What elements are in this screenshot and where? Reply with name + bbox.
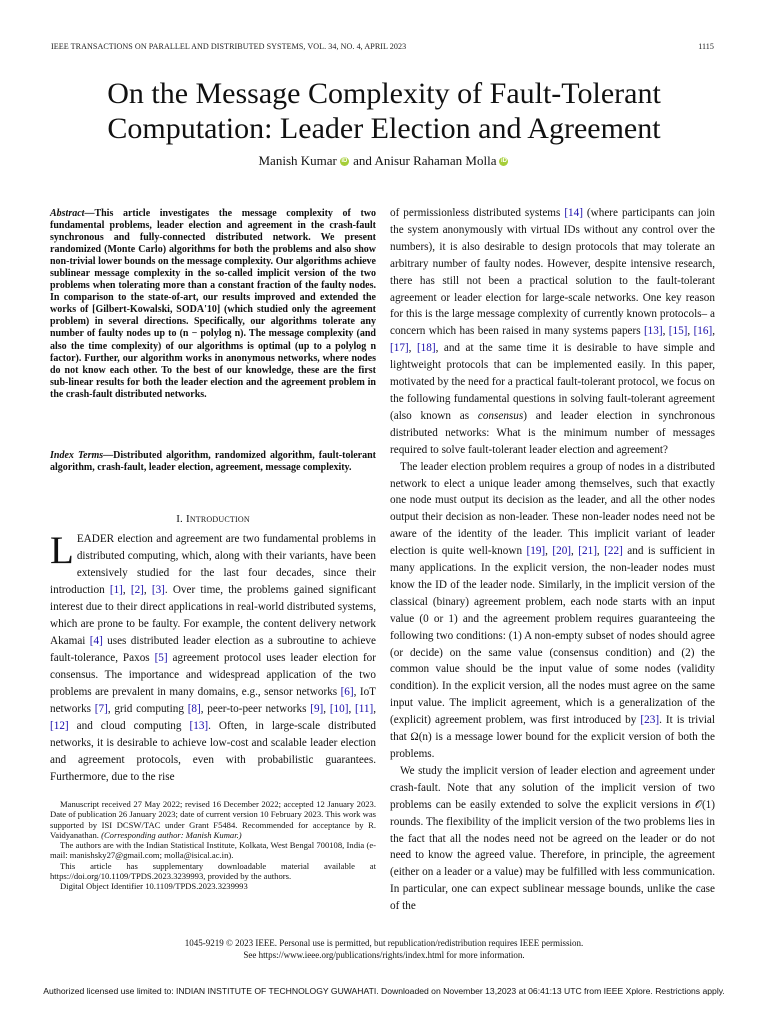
- author-line: [40, 153, 728, 169]
- copyright-line: 1045-9219 © 2023 IEEE. Personal use is permitted, but republication/redistribution requires IEEE permission.: [184, 938, 584, 948]
- citation-link[interactable]: [17]: [390, 342, 409, 355]
- body-text: . It is trivial that Ω(n) is a message lower bound for the explicit version of both the problems.: [390, 714, 715, 760]
- author-name[interactable]: Anisur Rahaman Molla: [374, 153, 497, 168]
- body-text: , peer-to-peer networks: [200, 703, 311, 715]
- abstract-text: This article investigates the message complexity of two fundamental problems, leader election and agreement in the crash-fault synchronous and fully-connected distributed network. We present randomized (Monte Carlo) algorithms for both the problems and also show non-trivial lower bounds on the message complexity. Our algorithms achieve sublinear message complexity in the so-called implicit version of the two problems when tolerating more than a constant fraction of the faulty nodes. In comparison to the state-of-art, our results improved and extended the works of [Gilbert-Kowalski, SODA'10] (which studied only the agreement problem) in several directions. Specifically, our algorithms tolerate any number of faulty nodes up to (n − polylog n). The message complexity (and also the time complexity) of our algorithms is optimal (up to a polylog n factor). Further, our algorithm works in anonymous networks, where nodes do not know each other. To the best of our knowledge, these are the first sub-linear results for both the leader election and the agreement problem in the crash-fault distributed networks.: [50, 208, 376, 400]
- emphasis: consensus: [477, 409, 524, 422]
- footnote-affiliation: The authors are with the Indian Statistical Institute, Kolkata, West Bengal 700108, India (e-mail: manishsky27@gmail.com; molla@isical.ac.in).: [50, 840, 376, 861]
- section-heading: [50, 513, 376, 525]
- index-terms-dash: —: [103, 450, 114, 461]
- citation-link[interactable]: [12]: [50, 720, 69, 732]
- citation-link[interactable]: [13]: [189, 720, 209, 732]
- drop-cap: L: [50, 529, 74, 572]
- intro-paragraph: The leader election problem requires a group of nodes in a distributed network to elect a unique leader among themselves, such that exactly one node must output its decision as the leader, and all the other nodes output their decision as non-leader. These non-leader nodes need not be aware of the identity of the leader. This implicit variant of leader election is quite well-known [19], [20], [21], [22] and is sufficient in many applications. In the explicit version, the non-leader nodes must know the ID of the leader node. Similarly, in the implicit version of the classical (binary) agreement problem, each node starts with an input value (0 or 1) and the agreement problem requires guaranteeing the following two conditions: (1) A non-empty subset of nodes should agree (or decide) on the same value (consensus condition) and (2) the common value should be the input value of some nodes (validity condition). In the explicit version, all the nodes must agree on the same input value. The implicit agreement, which is a generalization of the (explicit) agreement problem, was first introduced by [23]. It is trivial that Ω(n) is a message lower bound for the explicit version of both the problems.: [390, 460, 715, 760]
- footnotes: [50, 799, 376, 891]
- index-terms-text: Distributed algorithm, randomized algorithm, fault-tolerant algorithm, crash-fault, leader election, agreement, message complexity.: [50, 450, 376, 474]
- author-connector: and: [353, 153, 372, 168]
- intro-paragraph: We study the implicit version of leader election and agreement under crash-fault. Note that any solution of the implicit version of two problems can be easily extended to solve the explicit versions in 𝒪(1) rounds. The flexibility of the implicit version of the two problems lies in the fact that all the nodes need not be agreed on the leader or do not need to know the agreed value. Therefore, in principle, the agreement (either on a leader or a value) may be fulfilled with less communication. In particular, one can expect sublinear message bounds, unlike the case of the: [390, 764, 715, 913]
- citation-link[interactable]: [9]: [310, 703, 324, 715]
- copyright-link-line[interactable]: See https://www.ieee.org/publications/rights/index.html for more information.: [243, 950, 525, 960]
- citation-link[interactable]: [1]: [109, 584, 123, 596]
- citation-link[interactable]: [14]: [564, 207, 583, 219]
- footnote-manuscript: [50, 799, 376, 840]
- body-text: The leader election problem requires a group of nodes in a distributed network to elect a unique leader among themselves, such that exactly one node must output its decision as the leader, and all the other nodes output their decision as non-leader. These non-leader nodes need not be aware of the identity of the leader. This implicit variant of leader election is quite well-known: [390, 460, 715, 558]
- index-terms: [50, 450, 376, 474]
- body-text: EADER election and agreement are two fundamental problems in distributed computing, which, along with their variants, have been extensively studied for the last four decades, since their introduction: [50, 533, 376, 596]
- body-text: , grid computing: [107, 703, 188, 715]
- citation-link[interactable]: [6]: [340, 686, 354, 698]
- corresponding-author: (Corresponding author: Manish Kumar.): [101, 829, 242, 840]
- section-number: I.: [176, 513, 184, 525]
- copyright-notice: [40, 937, 728, 961]
- citation-link[interactable]: [8]: [187, 703, 201, 715]
- running-header: [51, 42, 714, 54]
- citation-link[interactable]: [23]: [640, 714, 660, 727]
- citation-link[interactable]: [3]: [151, 584, 165, 596]
- abstract-dash: —: [84, 208, 95, 219]
- page-number: 1115: [698, 42, 714, 51]
- intro-left-column: [50, 531, 376, 786]
- intro-right-column: [390, 205, 715, 915]
- citation-link[interactable]: [2]: [130, 584, 144, 596]
- orcid-icon[interactable]: iD: [341, 158, 348, 164]
- body-text: of permissionless distributed systems: [390, 207, 565, 219]
- citation-link[interactable]: [15]: [668, 325, 688, 338]
- citation-link[interactable]: [5]: [154, 652, 168, 664]
- citation-link[interactable]: [4]: [89, 635, 103, 647]
- citation-link[interactable]: [22]: [604, 545, 623, 558]
- author-name[interactable]: Manish Kumar: [258, 153, 337, 168]
- index-terms-label: Index Terms: [50, 450, 104, 461]
- body-text: agreement protocol uses leader election for consensus. The importance and widespread application of the two problems are prevalent in many domains, e.g., sensor networks: [50, 652, 376, 698]
- citation-link[interactable]: [10]: [329, 703, 349, 715]
- paper-title: On the Message Complexity of Fault-Tolerant Computation: Leader Election and Agreement: [107, 77, 661, 145]
- body-text: . Often, in large-scale distributed networks, it is desirable to achieve low-cost and scalable leader election and agreement protocols, even with probabilistic guarantees. Furthermore, due to the rise: [50, 720, 376, 783]
- citation-link[interactable]: [16]: [693, 325, 713, 338]
- citation-link[interactable]: [13]: [643, 325, 663, 338]
- footnote-doi: Digital Object Identifier 10.1109/TPDS.2023.3239993: [60, 881, 248, 891]
- section-title: Introduction: [185, 513, 250, 525]
- intro-paragraph: of permissionless distributed systems [14] (where participants can join the system anonymously with virtual IDs without any control over the numbers), it is also desirable to design protocols that may tolerate an arbitrary number of faulty nodes. However, despite intensive research, there has still not been a practical solution to the fault-tolerant agreement or leader election for large-scale networks. One key reason for this is the large message complexity of currently known protocols– a concern which has been raised in many systems papers [13], [15], [16], [17], [18], and at the same time it is desirable to have simple and lightweight protocols that can be implemented easily. In this paper, motivated by the need for a practical fault-tolerant protocol, we focus on the following fundamental questions in solving fault-tolerant agreement (also known as consensus) and leader election in synchronous distributed networks: What is the minimum number of messages required to solve fault-tolerant leader election and agreement?: [390, 207, 716, 456]
- journal-name: IEEE TRANSACTIONS ON PARALLEL AND DISTRIBUTED SYSTEMS, VOL. 34, NO. 4, APRIL 2023: [51, 42, 407, 51]
- body-text: (where participants can join the system anonymously with virtual IDs without any control over the numbers), it is also desirable to design protocols that may tolerate an arbitrary number of faulty nodes. However, despite intensive research, there has still not been a practical solution to the fault-tolerant agreement or leader election for large-scale networks. One key reason for this is the large message complexity of currently known protocols– a concern which has been raised in many systems papers: [390, 207, 715, 338]
- citation-link[interactable]: [19]: [526, 545, 546, 558]
- intro-paragraph: LEADER election and agreement are two fundamental problems in distributed computing, which, along with their variants, have been extensively studied for the last four decades, since their introduction [1], [2], [3]. Over time, the problems gained significant interest due to their direct applications in real-world distributed systems, which are prone to be faulty. For example, the content delivery network Akamai [4] uses distributed leader election as a subroutine to achieve fault-tolerance, Paxos [5] agreement protocol uses leader election for consensus. The importance and widespread application of the two problems are prevalent in many domains, e.g., sensor networks [6], IoT networks [7], grid computing [8], peer-to-peer networks [9], [10], [11], [12] and cloud computing [13]. Often, in large-scale distributed networks, it is desirable to achieve low-cost and scalable leader election and agreement protocols, even with probabilistic guarantees. Furthermore, due to the rise: [50, 529, 377, 783]
- citation-link[interactable]: [18]: [416, 342, 436, 355]
- body-text: , and at the same time it is desirable to have simple and lightweight protocols that can be implemented easily. In this paper, motivated by the need for a practical fault-tolerant protocol, we focus on the following fundamental questions in solving fault-tolerant agreement (also known as: [390, 342, 715, 422]
- body-text: and cloud computing: [68, 720, 190, 732]
- footnote-text: Manuscript received 27 May 2022; revised 16 December 2022; accepted 12 January 2023. Date of publication 26 January 2023; date of current version 10 February 2023. This work was supported by ISI DCSW/TAC under Grant F5484. Recommended for acceptance by R. Vaidyanathan.: [50, 799, 376, 840]
- body-text: . Over time, the problems gained significant interest due to their direct applications in real-world distributed systems, which are prone to be faulty. For example, the content delivery network Akamai: [50, 584, 376, 647]
- body-text: , IoT networks: [50, 686, 377, 715]
- license-footer: Authorized licensed use limited to: INDIAN INSTITUTE OF TECHNOLOGY GUWAHATI. Downloaded on November 13,2023 at 06:41:13 UTC from IEEE Xplore. Restrictions apply.: [43, 986, 725, 996]
- citation-link[interactable]: [11]: [355, 703, 374, 715]
- citation-link[interactable]: [7]: [94, 703, 108, 715]
- abstract-label: Abstract: [50, 208, 85, 219]
- orcid-icon[interactable]: iD: [500, 158, 507, 164]
- body-text: uses distributed leader election as a subroutine to achieve fault-tolerance, Paxos: [50, 635, 376, 664]
- citation-link[interactable]: [21]: [578, 545, 597, 558]
- body-text: ) and leader election in synchronous distributed networks: What is the minimum number of messages required to solve fault-tolerant leader election and agreement?: [390, 409, 715, 456]
- footnote-supplementary: This article has supplementary downloadable material available at https://doi.org/10.1109/TPDS.2023.3239993, provided by the authors.: [50, 860, 376, 881]
- body-text: and is sufficient in many applications. In the explicit version, the non-leader nodes must know the ID of the leader node. Similarly, in the implicit version of the classical (binary) agreement problem, each node starts with an input value (0 or 1) and the agreement problem requires guaranteeing the following two conditions: (1) A non-empty subset of nodes should agree (or decide) on the same value (consensus condition) and (2) the common value should be the input value of some nodes (validity condition). In the explicit version, all the nodes must agree on the same input value. The implicit agreement, which is a generalization of the (explicit) agreement problem, was first introduced by: [390, 545, 715, 727]
- abstract: [50, 208, 376, 401]
- citation-link[interactable]: [20]: [552, 545, 572, 558]
